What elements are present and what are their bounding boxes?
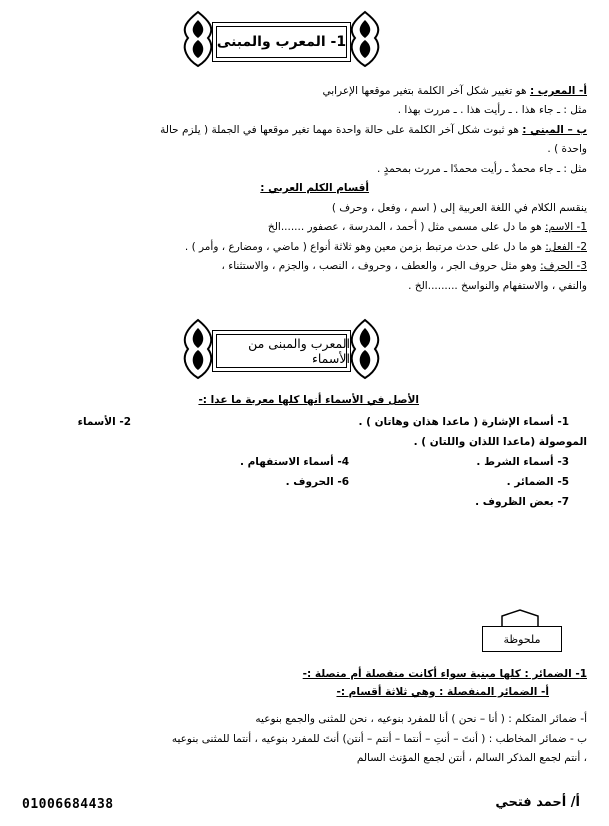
note-label: ملحوظة (482, 626, 562, 652)
harf-definition-cont: والنفي ، والاستفهام والنواسخ .........الخ . (408, 280, 587, 292)
section-title-2: المعرب والمبنى من الأسماء (248, 336, 350, 366)
definition-mabni: ب – المبني : هو ثبوت شكل آخر الكلمة على حالة واحدة مهما تغير موقعها في الجملة ( يلزم حالة (160, 124, 587, 136)
note-sub: أ- الضمائر المنفصلة : وهي ثلاثة أقسام :- (336, 686, 549, 698)
list-item-1: 1- أسماء الإشارة ( ماعدا هذان وهاتان ) . (358, 416, 569, 428)
right-ornament-icon-2 (345, 318, 385, 380)
footer-phone: 01006684438 (22, 797, 114, 812)
asl-line: الأصل في الأسماء أنها كلها معربة ما عدا :- (198, 394, 419, 406)
section-kalam-heading: أقسام الكلم العربي : (260, 182, 369, 194)
list-item-3: 3- أسماء الشرط . (476, 456, 569, 468)
note-line-1: 1- الضمائر : كلها مبنية سواء أكانت منفصلة أم متصلة :- (302, 668, 587, 680)
list-item-6: 6- الحروف . (285, 476, 349, 488)
right-ornament-icon (345, 10, 385, 68)
list-item-4: 4- أسماء الاستفهام . (239, 456, 349, 468)
ism-definition: 1- الاسم: هو ما دل على مسمى مثل ( أحمد ، المدرسة ، عصفور .......الخ (267, 221, 587, 233)
title-frame-2 (212, 330, 351, 372)
list-item-5: 5- الضمائر . (506, 476, 569, 488)
kalam-intro: ينقسم الكلام في اللغة العربية إلى ( اسم ، وفعل ، وحرف ) (331, 202, 587, 214)
definition-mabni-cont: واحدة ) . (547, 143, 587, 155)
example-2: مثل : ـ جاء محمدٌ ـ رأيت محمدًا ـ مررت بمحمدٍ . (376, 163, 587, 175)
footer-author: أ/ أحمد فتحي (495, 795, 580, 810)
harf-definition: 3- الحرف: وهو مثل حروف الجر ، والعطف ، وحروف ، النصب ، والجزم ، والاستثناء ، (221, 260, 587, 272)
mukhatab-line-cont: ، أنتم لجمع المذكر السالم ، أنتن لجمع المؤنث السالم (356, 752, 587, 764)
title-frame-1 (212, 22, 351, 62)
section-title-1: 1- المعرب والمبنى (216, 34, 347, 50)
mukhatab-line: ب - ضمائر المخاطب : ( أنتَ – أنتِ – أنتما – أنتم – أنتن) أنتَ للمفرد بنوعيه ، أنتما للمثنى بنوعيه (171, 733, 587, 745)
list-item-2b: الموصولة (ماعدا اللذان واللتان ) . (413, 436, 587, 448)
mutakallim-line: أ- ضمائر المتكلم : ( أنا – نحن ) أنا للمفرد بنوعيه ، نحن للمثنى والجمع بنوعيه (255, 713, 587, 725)
example-1: مثل : ـ جاء هذا . ـ رأيت هذا . ـ مررت بهذا . (397, 104, 587, 116)
list-item-7: 7- بعض الظروف . (475, 496, 569, 508)
list-item-2: 2- الأسماء (77, 416, 131, 428)
fil-definition: 2- الفعل: هو ما دل على حدث مرتبط بزمن معين وهو ثلاثة أنواع ( ماضي ، ومضارع ، وأمر ) . (184, 241, 587, 253)
definition-murab: أ- المعرب : هو تغيير شكل آخر الكلمة بتغير موقعها الإعرابي (322, 85, 587, 97)
